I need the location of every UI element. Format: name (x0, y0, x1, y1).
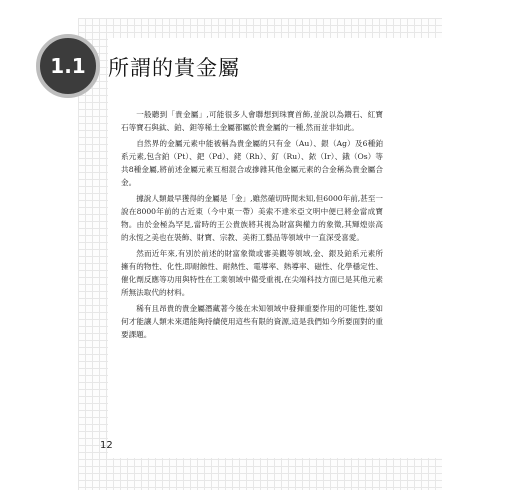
paragraph: 然而近年來,有別於前述的財富象徵或審美觀等領域,金、銀及鉑系元素所擁有的物性、化性,即耐蝕性、耐熱性、電導率、熱導率、磁性、化學穩定性、催化劑反應等功用與特性在工業領域中備受重視,在尖端科技方面已是其他元素所無法取代的材料。 (121, 249, 383, 297)
paragraph: 稀有且昂貴的貴金屬潛藏著今後在未知領域中發揮重要作用的可能性,要如何才能讓人類未來還能夠持續使用這些有限的資源,這是我們如今所要面對的重要課題。 (121, 304, 383, 339)
paragraph: 自然界的金屬元素中能被稱為貴金屬的只有金（Au）、銀（Ag）及6種鉑系元素,包含鉑（Pt）、鈀（Pd）、銠（Rh）、釕（Ru）、銥（Ir）、鋨（Os）等共8種金屬,將前述金屬元素互相混合或摻雜其他金屬元素的合金稱為貴金屬合金。 (121, 139, 383, 187)
paragraph: 據說人類最早獲得的金屬是「金」,雖然確切時間未知,但6000年前,甚至一說在8000年前的古近東（今中東一帶）美索不達米亞文明中便已將金當成寶物。由於金極為罕見,當時的王公貴族將其視為財富與權力的象徵,其輝煌崇高的永恆之美也在裝飾、財寶、宗教、美術工藝品等領域中一直深受喜愛。 (121, 194, 383, 242)
paragraph: 一般聽到「貴金屬」,可能很多人會聯想到珠寶首飾,並說以為鑽石、紅寶石等寶石與鈦、鉑、鉭等稀土金屬都屬於貴金屬的一種,然而並非如此。 (121, 110, 383, 132)
section-title: 所謂的貴金屬 (108, 56, 240, 80)
page-number: 12 (100, 440, 113, 451)
section-number-badge: 1.1 (36, 34, 100, 98)
body-text (121, 108, 383, 344)
